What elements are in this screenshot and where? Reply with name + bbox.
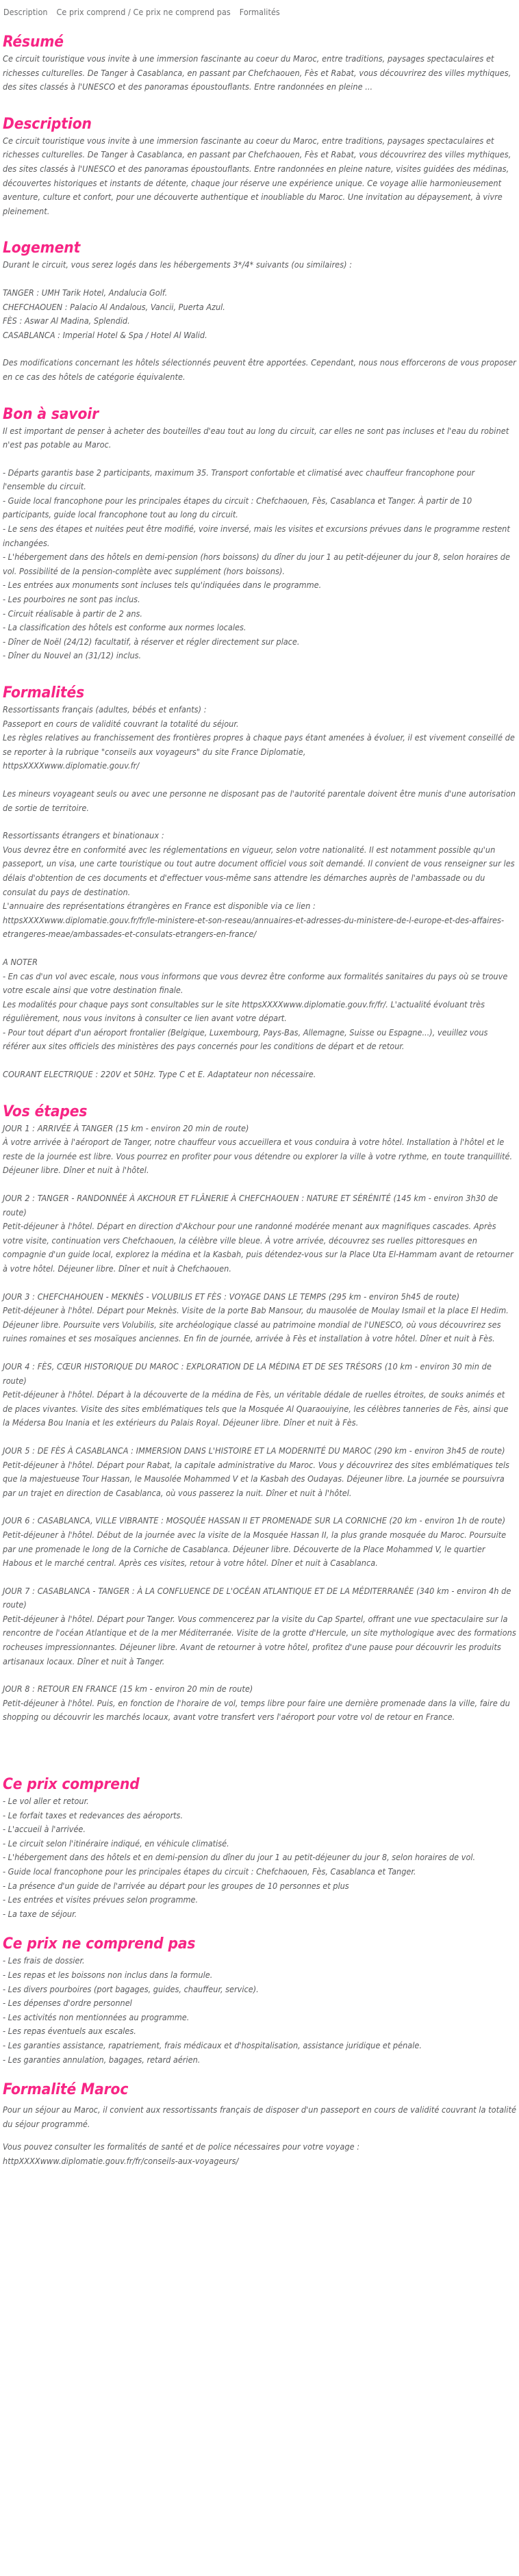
list-item: - En cas d'un vol avec escale, nous vous informons que vous devrez être conforme aux formalités sanitaires du pays où se trouve votre escale ainsi que votre destination finale. <box>3 970 508 996</box>
section-description <box>3 115 516 219</box>
section-title-bon-a-savoir: Bon à savoir <box>3 404 99 423</box>
section-formalites <box>3 684 516 1082</box>
day-heading: JOUR 4 : FÈS, CŒUR HISTORIQUE DU MAROC : EXPLORATION DE LA MÉDINA ET DE SES TRÉSORS (10 km - environ 30 min de route) <box>3 1361 492 1386</box>
formalites-a-noter-list <box>3 970 516 1055</box>
day-entry-2 <box>3 1192 516 1276</box>
list-item: - Les activités non mentionnées au programme. <box>3 2011 190 2022</box>
list-item: - Les garanties assistance, rapatriement, frais médicaux et d'hospitalisation, assistance juridique et pénale. <box>3 2039 422 2050</box>
day-body: Petit-déjeuner à l'hôtel. Puis, en fonction de l'horaire de vol, temps libre pour faire une dernière promenade dans la ville, faire du shopping ou découvrir les marchés locaux, avant votre transfert vers l'aéroport pour votre vol de retour en France. <box>3 1697 510 1723</box>
list-item: - Les frais de dossier. <box>3 1955 85 1966</box>
day-body: À votre arrivée à l'aéroport de Tanger, notre chauffeur vous accueillera et vous conduira à votre hôtel. Installation à l'hôtel et le reste de la journée est libre. Vous pourrez en profiter pour vous détendre ou explorer la ville à votre rythme, en toute tranquillité. Déjeuner libre. Dîner et nuit à l'hôtel. <box>3 1137 513 1176</box>
day-entry-6 <box>3 1514 516 1570</box>
day-body: Petit-déjeuner à l'hôtel. Départ pour Meknès. Visite de la porte Bab Mansour, du mausolée de Moulay Ismail et la place El Hedim. Déjeuner libre. Poursuite vers Volubilis, site archéologique classé au patrimoine mondial de l'UNESCO, où vous découvrirez ses ruines romaines et ses mosaïques anciennes. En fin de journée, arrivée à Fès et installation à votre hôtel. Dîner et nuit à Fès. <box>3 1305 509 1344</box>
list-item: - La présence d'un guide de l'arrivée au départ pour les groupes de 10 personnes et plus <box>3 1880 349 1891</box>
formalites-directory-url[interactable]: httpsXXXXwww.diplomatie.gouv.fr/fr/le-ministere-et-son-reseau/annuaires-et-adresses-du-ministere-de-l-europe-et-des-affaires-etrangeres-meae/ambassades-et-consulats-etrangers-en-france/ <box>3 914 505 940</box>
list-item: - Le forfait taxes et redevances des aéroports. <box>3 1809 183 1820</box>
list-item: - L'hébergement dans des hôtels en demi-pension (hors boissons) du dîner du jour 1 au petit-déjeuner du jour 8, selon horaires de vol. Possibilité de la pension-complète avec supplément (hors boissons). <box>3 552 510 576</box>
day-entry-1 <box>3 1122 516 1178</box>
day-entry-8 <box>3 1682 516 1725</box>
list-item: Les modalités pour chaque pays sont consultables sur le site httpsXXXXwww.diplomatie.gouv.fr/fr/. L'actualité évoluant très régulièrement, nous vous invitons à consulter ce lien avant votre départ. <box>3 999 485 1024</box>
section-title-formalite-maroc: Formalité Maroc <box>3 2081 129 2099</box>
breadcrumb-item-description[interactable]: Description <box>3 7 48 17</box>
section-bon-a-savoir <box>3 405 516 664</box>
formalite-maroc-paragraph: Pour un séjour au Maroc, il convient aux ressortissants français de disposer d'un passeport en cours de validité couvrant la totalité du séjour programmé. <box>3 2104 517 2129</box>
list-item: CHEFCHAOUEN : Palacio Al Andalous, Vancii, Puerta Azul. <box>3 301 225 312</box>
formalites-fr-passport: Passeport en cours de validité couvrant la totalité du séjour. <box>3 718 239 729</box>
list-item: - Les garanties annulation, bagages, retard aérien. <box>3 2054 201 2065</box>
section-ce-prix-ne-comprend-pas <box>3 1935 516 2067</box>
day-heading: JOUR 2 : TANGER - RANDONNÉE À AKCHOUR ET FLÂNERIE À CHEFCHAOUEN : NATURE ET SÉRÉNITÉ (145 km - environ 3h30 de route) <box>3 1193 498 1218</box>
section-ce-prix-comprend <box>3 1775 516 1921</box>
list-item: - Départs garantis base 2 participants, maximum 35. Transport confortable et climatisé avec chauffeur francophone pour l'ensemble du circuit. <box>3 467 475 492</box>
list-item: - Guide local francophone pour les principales étapes du circuit : Chefchaouen, Fès, Casablanca et Tanger. À partir de 10 participants, guide local francophone tout au long du circuit. <box>3 495 472 520</box>
ce-prix-ne-comprend-pas-list <box>3 1954 516 2067</box>
list-item: - Guide local francophone pour les principales étapes du circuit : Chefchaouen, Fès, Casablanca et Tanger. <box>3 1866 416 1877</box>
list-item: CASABLANCA : Imperial Hotel & Spa / Hotel Al Walid. <box>3 329 207 340</box>
bon-a-savoir-intro: Il est important de penser à acheter des bouteilles d'eau tout au long du circuit, car elles ne sont pas incluses et l'eau du robinet n'est pas potable au Maroc. <box>3 425 509 450</box>
list-item: - Dîner de Noël (24/12) facultatif, à réserver et régler directement sur place. <box>3 636 300 647</box>
section-formalite-maroc <box>3 2081 516 2168</box>
formalites-foreign-body: Vous devrez être en conformité avec les réglementations en vigueur, selon votre nationalité. Il est notamment possible qu'un passeport, un visa, une carte touristique ou tout autre document officiel vous soit demandé. Il convient de vous renseigner sur les délais d'obtention de ces documents et d'effectuer vous-même sans attendre les démarches auprès de l'ambassade ou du consulat du pays de destination. <box>3 844 515 897</box>
formalites-fr-url[interactable]: httpsXXXXwww.diplomatie.gouv.fr/ <box>3 760 140 771</box>
formalites-a-noter-title: A NOTER <box>3 956 38 967</box>
day-body: Petit-déjeuner à l'hôtel. Départ pour Rabat, la capitale administrative du Maroc. Vous y découvrirez des sites emblématiques tels que la majestueuse Tour Hassan, le Mausolée Mohammed V et la Kasbah des Oudayas. Déjeuner libre. La journée se poursuivra par un trajet en direction de Casablanca, où vous passerez la nuit. Dîner et nuit à l'hôtel. <box>3 1459 510 1498</box>
section-vos-etapes <box>3 1103 516 1725</box>
ce-prix-comprend-list <box>3 1794 516 1921</box>
list-item: - La taxe de séjour. <box>3 1908 77 1919</box>
formalites-foreign-heading: Ressortissants étrangers et binationaux : <box>3 830 164 841</box>
list-item: - Pour tout départ d'un aéroport frontalier (Belgique, Luxembourg, Pays-Bas, Allemagne, Suisse ou Espagne...), veuillez vous référer aux sites officiels des ministères des pays concernés pour les conditions de départ et de retour. <box>3 1027 488 1052</box>
section-title-ce-prix-comprend: Ce prix comprend <box>3 1775 140 1794</box>
formalites-courant-electrique: COURANT ELECTRIQUE : 220V et 50Hz. Type C et E. Adaptateur non nécessaire. <box>3 1069 316 1080</box>
description-paragraph: Ce circuit touristique vous invite à une immersion fascinante au coeur du Maroc, entre traditions, paysages spectaculaires et richesses culturelles. De Tanger à Casablanca, en passant par Chefchaouen, Fès et Rabat, vous découvrirez des villes mythiques, des sites classés à l'UNESCO et des panoramas époustouflants. Entre randonnées en pleine nature, visites guidées des médinas, découvertes historiques et instants de détente, chaque jour réserve une expérience unique. Ce voyage allie harmonieusement aventure, culture et confort, pour une découverte authentique et inoubliable du Maroc. Une invitation au dépaysement, à vivre pleinement. <box>3 135 511 216</box>
list-item: - Les pourboires ne sont pas inclus. <box>3 594 140 605</box>
logement-hotel-list <box>3 286 516 342</box>
list-item: - Les dépenses d'ordre personnel <box>3 1998 132 2009</box>
section-title-logement: Logement <box>3 239 81 257</box>
list-item: - Le vol aller et retour. <box>3 1796 89 1807</box>
list-item: - Les entrées et visites prévues selon programme. <box>3 1894 199 1905</box>
day-entry-5 <box>3 1444 516 1500</box>
breadcrumb-item-prix[interactable]: Ce prix comprend / Ce prix ne comprend pas <box>56 7 231 17</box>
formalite-maroc-consult-line: Vous pouvez consulter les formalités de santé et de police nécessaires pour votre voyage : <box>3 2141 360 2152</box>
formalite-maroc-url[interactable]: httpXXXXwww.diplomatie.gouv.fr/fr/conseils-aux-voyageurs/ <box>3 2155 239 2166</box>
logement-intro: Durant le circuit, vous serez logés dans les hébergements 3*/4* suivants (ou similaires) : <box>3 259 353 270</box>
breadcrumb-separator <box>50 7 54 17</box>
breadcrumb <box>3 5 516 19</box>
list-item: TANGER : UMH Tarik Hotel, Andalucia Golf. <box>3 287 168 298</box>
day-body: Petit-déjeuner à l'hôtel. Début de la journée avec la visite de la Mosquée Hassan II, la plus grande mosquée du Maroc. Poursuite par une promenade le long de la Corniche de Casablanca. Déjeuner libre. Découverte de la Place Mohammed V, le quartier Habous et le marché central. Après ces visites, retour à votre hôtel. Dîner et nuit à Casablanca. <box>3 1529 507 1569</box>
formalites-fr-rules: Les règles relatives au franchissement des frontières propres à chaque pays étant amenées à évoluer, il est vivement conseillé de se reporter à la rubrique "conseils aux voyageurs" du site France Diplomatie, <box>3 732 515 757</box>
day-body: Petit-déjeuner à l'hôtel. Départ à la découverte de la médina de Fès, un véritable dédale de ruelles étroites, de souks animés et de places vivantes. Visite des sites emblématiques tels que la Mosquée Al Quaraouiyine, les célèbres tanneries de Fès, ainsi que la Médersa Bou Inania et les extérieurs du Palais Royal. Déjeuner libre. Dîner et nuit à Fès. <box>3 1389 509 1428</box>
section-title-formalites: Formalités <box>3 684 85 701</box>
list-item: - Les divers pourboires (port bagages, guides, chauffeur, service). <box>3 1983 259 1994</box>
day-heading: JOUR 6 : CASABLANCA, VILLE VIBRANTE : MOSQUÉE HASSAN II ET PROMENADE SUR LA CORNICHE (20 km - environ 1h de route) <box>3 1515 506 1526</box>
list-item: - Circuit réalisable à partir de 2 ans. <box>3 608 142 619</box>
resume-paragraph: Ce circuit touristique vous invite à une immersion fascinante au coeur du Maroc, entre traditions, paysages spectaculaires et richesses culturelles. De Tanger à Casablanca, en passant par Chefchaouen, Fès et Rabat, vous découvrirez des villes mythiques, des sites classés à l'UNESCO et des panoramas époustouflants. Entre randonnées en pleine ... <box>3 53 511 92</box>
day-body: Petit-déjeuner à l'hôtel. Départ pour Tanger. Vous commencerez par la visite du Cap Spartel, offrant une vue spectaculaire sur la rencontre de l'océan Atlantique et de la mer Méditerranée. Visite de la grotte d'Hercule, un site mythologique avec des formations rocheuses impressionnantes. Déjeuner libre. Avant de retourner à votre hôtel, profitez d'une pause pour découvrir les produits artisanaux locaux. Dîner et nuit à Tanger. <box>3 1613 516 1666</box>
list-item: - L'accueil à l'arrivée. <box>3 1824 86 1835</box>
logement-note: Des modifications concernant les hôtels sélectionnés peuvent être apportées. Cependant, nous nous efforcerons de vous proposer en ce cas des hôtels de catégorie équivalente. <box>3 357 516 382</box>
formalites-directory-line: L'annuaire des représentations étrangères en France est disponible via ce lien : <box>3 901 316 912</box>
list-item: - Dîner du Nouvel an (31/12) inclus. <box>3 650 142 661</box>
day-entry-3 <box>3 1290 516 1346</box>
section-logement <box>3 239 516 384</box>
section-title-description: Description <box>3 114 92 133</box>
list-item: - Les repas éventuels aux escales. <box>3 2026 136 2037</box>
list-item: - La classification des hôtels est conforme aux normes locales. <box>3 622 246 633</box>
bon-a-savoir-list <box>3 466 516 663</box>
list-item: - Le sens des étapes et nuitées peut être modifié, voire inversé, mais les visites et excursions prévues dans le programme restent inchangées. <box>3 524 510 548</box>
list-item: - Les entrées aux monuments sont incluses tels qu'indiquées dans le programme. <box>3 580 322 591</box>
day-heading: JOUR 5 : DE FÈS À CASABLANCA : IMMERSION DANS L'HISTOIRE ET LA MODERNITÉ DU MAROC (290 km - environ 3h45 de route) <box>3 1445 505 1456</box>
day-heading: JOUR 7 : CASABLANCA - TANGER : À LA CONFLUENCE DE L'OCÉAN ATLANTIQUE ET DE LA MÉDITERRANÉE (340 km - environ 4h de route) <box>3 1585 511 1610</box>
section-title-vos-etapes: Vos étapes <box>3 1102 88 1120</box>
breadcrumb-item-formalites[interactable]: Formalités <box>239 7 280 17</box>
breadcrumb-separator <box>233 7 237 17</box>
day-entry-7 <box>3 1584 516 1669</box>
list-item: - Le circuit selon l'itinéraire indiqué, en véhicule climatisé. <box>3 1838 229 1849</box>
section-title-resume: Résumé <box>3 33 64 51</box>
formalites-minors: Les mineurs voyageant seuls ou avec une personne ne disposant pas de l'autorité parentale doivent être munis d'une autorisation de sortie de territoire. <box>3 788 516 813</box>
list-item: FÈS : Aswar Al Madina, Splendid. <box>3 315 130 326</box>
formalites-fr-heading: Ressortissants français (adultes, bébés et enfants) : <box>3 704 207 714</box>
section-resume <box>3 33 516 94</box>
day-body: Petit-déjeuner à l'hôtel. Départ en direction d'Akchour pour une randonné modérée menant aux magnifiques cascades. Après votre visite, continuation vers Chefchaouen, la célèbre ville bleue. À votre arrivée, découvrez ses ruelles pittoresques en compagnie d'un guide local, explorez la médina et la Kasbah, puis détendez-vous sur la Place Uta El-Hammam avant de retourner à votre hôtel. Déjeuner libre. Dîner et nuit à Chefchaouen. <box>3 1221 514 1274</box>
list-item: - L'hébergement dans des hôtels et en demi-pension du dîner du jour 1 au petit-déjeuner du jour 8, selon horaires de vol. <box>3 1852 476 1863</box>
day-heading: JOUR 1 : ARRIVÉE À TANGER (15 km - environ 20 min de route) <box>3 1122 249 1133</box>
list-item: - Les repas et les boissons non inclus dans la formule. <box>3 1969 213 1980</box>
day-heading: JOUR 3 : CHEFCHAHOUEN - MEKNÈS - VOLUBILIS ET FÈS : VOYAGE DANS LE TEMPS (295 km - environ 5h45 de route) <box>3 1291 460 1302</box>
day-entry-4 <box>3 1360 516 1430</box>
day-heading: JOUR 8 : RETOUR EN FRANCE (15 km - environ 20 min de route) <box>3 1684 253 1695</box>
section-title-ce-prix-ne-comprend-pas: Ce prix ne comprend pas <box>3 1935 196 1953</box>
